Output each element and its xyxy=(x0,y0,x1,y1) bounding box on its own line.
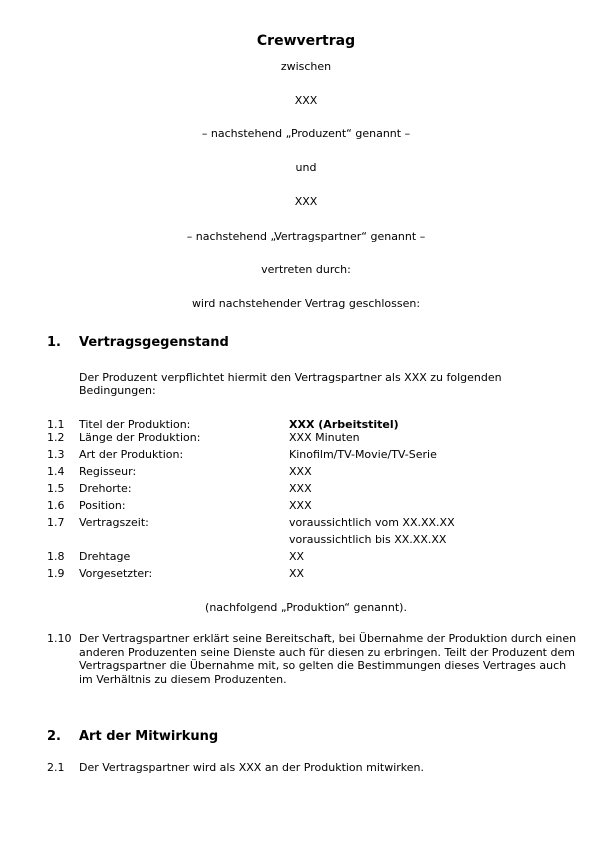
party1-alias: – nachstehend „Produzent“ genannt – xyxy=(201,127,411,140)
represented-by-text: vertreten durch: xyxy=(261,263,351,276)
item-value: Kinofilm/TV-Movie/TV-Serie xyxy=(289,448,437,461)
item-value: XXX xyxy=(289,465,312,478)
item-number: 1.2 xyxy=(47,431,65,444)
item-value: XXX xyxy=(289,482,312,495)
item-value-continued: voraussichtlich bis XX.XX.XX xyxy=(289,533,447,546)
item-value: XX xyxy=(289,550,305,563)
item-number: 1.9 xyxy=(47,567,65,580)
between-text: zwischen xyxy=(280,60,332,73)
item-row-1-2 xyxy=(47,431,587,445)
item-number: 1.1 xyxy=(47,418,65,431)
item-label: Regisseur: xyxy=(79,465,137,478)
item-value: XXX (Arbeitstitel) xyxy=(289,418,399,431)
item-number: 1.7 xyxy=(47,516,65,529)
clause-number: 1.10 xyxy=(47,632,72,645)
item-label: Titel der Produktion: xyxy=(79,418,191,431)
item-value: voraussichtlich vom XX.XX.XX xyxy=(289,516,455,529)
item-number: 1.6 xyxy=(47,499,65,512)
production-note: (nachfolgend „Produktion“ genannt). xyxy=(205,601,407,614)
item-row-1-8 xyxy=(47,550,587,564)
section-1-number: 1. xyxy=(47,335,61,350)
party2-alias: – nachstehend „Vertragspartner“ genannt – xyxy=(186,230,426,243)
item-number: 1.4 xyxy=(47,465,65,478)
item-row-1-5 xyxy=(47,482,587,496)
clause-text: Der Vertragspartner erklärt seine Bereitschaft, bei Übernahme der Produktion durch einen anderen Produzenten seine Dienste auch für diesen zu erbringen. Teilt der Produzent dem Vertragspartner die Übernahme mit, so gelten die Bestimmungen dieses Vertrages auch im Verhältnis zu diesem Produzenten. xyxy=(79,632,577,686)
item-label: Position: xyxy=(79,499,126,512)
item-number: 1.5 xyxy=(47,482,65,495)
section-1-intro: Der Produzent verpflichtet hiermit den Vertragspartner als XXX zu folgenden Bedingungen: xyxy=(79,371,502,397)
clause-number: 2.1 xyxy=(47,761,65,774)
section-2-title: Art der Mitwirkung xyxy=(79,729,219,744)
item-number: 1.8 xyxy=(47,550,65,563)
section-1-title: Vertragsgegenstand xyxy=(79,335,229,350)
item-row-1-3 xyxy=(47,448,587,462)
item-row-1-7 xyxy=(47,516,587,530)
clause-2-1 xyxy=(47,761,587,775)
item-value: XXX xyxy=(289,499,312,512)
item-label: Drehorte: xyxy=(79,482,132,495)
item-row-1-4 xyxy=(47,465,587,479)
item-value: XXX Minuten xyxy=(289,431,360,444)
clause-text: Der Vertragspartner wird als XXX an der Produktion mitwirken. xyxy=(79,761,425,774)
item-label: Drehtage xyxy=(79,550,131,563)
item-label: Länge der Produktion: xyxy=(79,431,201,444)
document-title: Crewvertrag xyxy=(256,33,356,49)
item-row-1-1 xyxy=(47,418,587,432)
concluded-text: wird nachstehender Vertrag geschlossen: xyxy=(191,297,421,310)
party1-name: XXX xyxy=(294,94,318,107)
and-text: und xyxy=(295,161,317,174)
section-2-number: 2. xyxy=(47,729,61,744)
party2-name: XXX xyxy=(294,195,318,208)
item-row-1-9 xyxy=(47,567,587,581)
item-label: Vertragszeit: xyxy=(79,516,149,529)
item-row-1-6 xyxy=(47,499,587,513)
item-value: XX xyxy=(289,567,305,580)
item-row-1-7-continued xyxy=(47,533,587,547)
item-label: Vorgesetzter: xyxy=(79,567,153,580)
item-label: Art der Produktion: xyxy=(79,448,184,461)
item-number: 1.3 xyxy=(47,448,65,461)
